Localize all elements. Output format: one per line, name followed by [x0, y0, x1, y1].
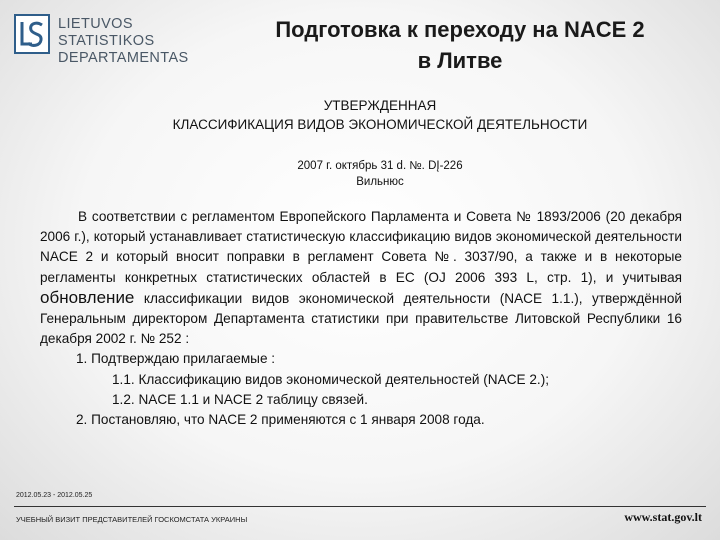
paragraph-text-1: В соответствии с регламентом Европейского Парламента и Совета № 1893/2006 (20 декабря 2006 г.), который устанавливает статистическую классификацию видов экономической деятельности NACE 2 и который вносит поправки в регламент Совета №. 3037/90, а также и в некоторые регламенты конкретных статистических областей в ЕС (OJ 2006 393 L, стр. 1), и учитывая: [40, 209, 682, 285]
document-body: [40, 207, 682, 430]
logo: [14, 12, 224, 66]
heading-line-2: КЛАССИФИКАЦИЯ ВИДОВ ЭКОНОМИЧЕСКОЙ ДЕЯТЕЛЬНОСТИ: [172, 117, 588, 132]
document-dateline: [210, 158, 550, 190]
list-item-2: 2. Постановляю, что NACE 2 применяются с 1 января 2008 года.: [76, 412, 485, 428]
title-line-1: Подготовка к переходу на NACE 2: [275, 17, 645, 42]
paragraph-emphasis: обновление: [40, 287, 135, 307]
logo-line-2: DEPARTAMENTAS: [58, 50, 189, 66]
paragraph-text-2: классификации видов экономической деятельности (NACE 1.1.), утверждённой Генеральным директором Департамента статистики при правительстве Литовской Республики 16 декабря 2002 г. № 252 :: [40, 290, 682, 347]
heading-line-1: УТВЕРЖДЕННАЯ: [323, 98, 437, 113]
footer-caption: УЧЕБНЫЙ ВИЗИТ ПРЕДСТАВИТЕЛЕЙ ГОСКОМСТАТА УКРАИНЫ: [16, 515, 248, 524]
title-line-2: в Литве: [417, 48, 503, 73]
document-heading: [100, 96, 660, 134]
list-item-1-1: 1.1. Классификацию видов экономической деятельностей (NACE 2.);: [112, 371, 549, 387]
logo-line-1: LIETUVOS STATISTIKOS: [58, 16, 155, 49]
list-item-1-2: 1.2. NACE 1.1 и NACE 2 таблицу связей.: [112, 391, 368, 407]
list-item-1: 1. Подтверждаю прилагаемые :: [76, 351, 276, 367]
page-title: [250, 14, 670, 76]
ls-logo-icon: [14, 14, 50, 54]
footer-divider: [14, 506, 706, 507]
footer-website: www.stat.gov.lt: [624, 510, 702, 524]
footer-date: 2012.05.23 - 2012.05.25: [16, 492, 93, 499]
main-paragraph: [40, 207, 682, 349]
logo-text: [58, 16, 224, 67]
dateline-number: 2007 г. октябрь 31 d. №. DĮ-226: [297, 160, 463, 172]
dateline-city: Вильнюс: [356, 176, 404, 188]
